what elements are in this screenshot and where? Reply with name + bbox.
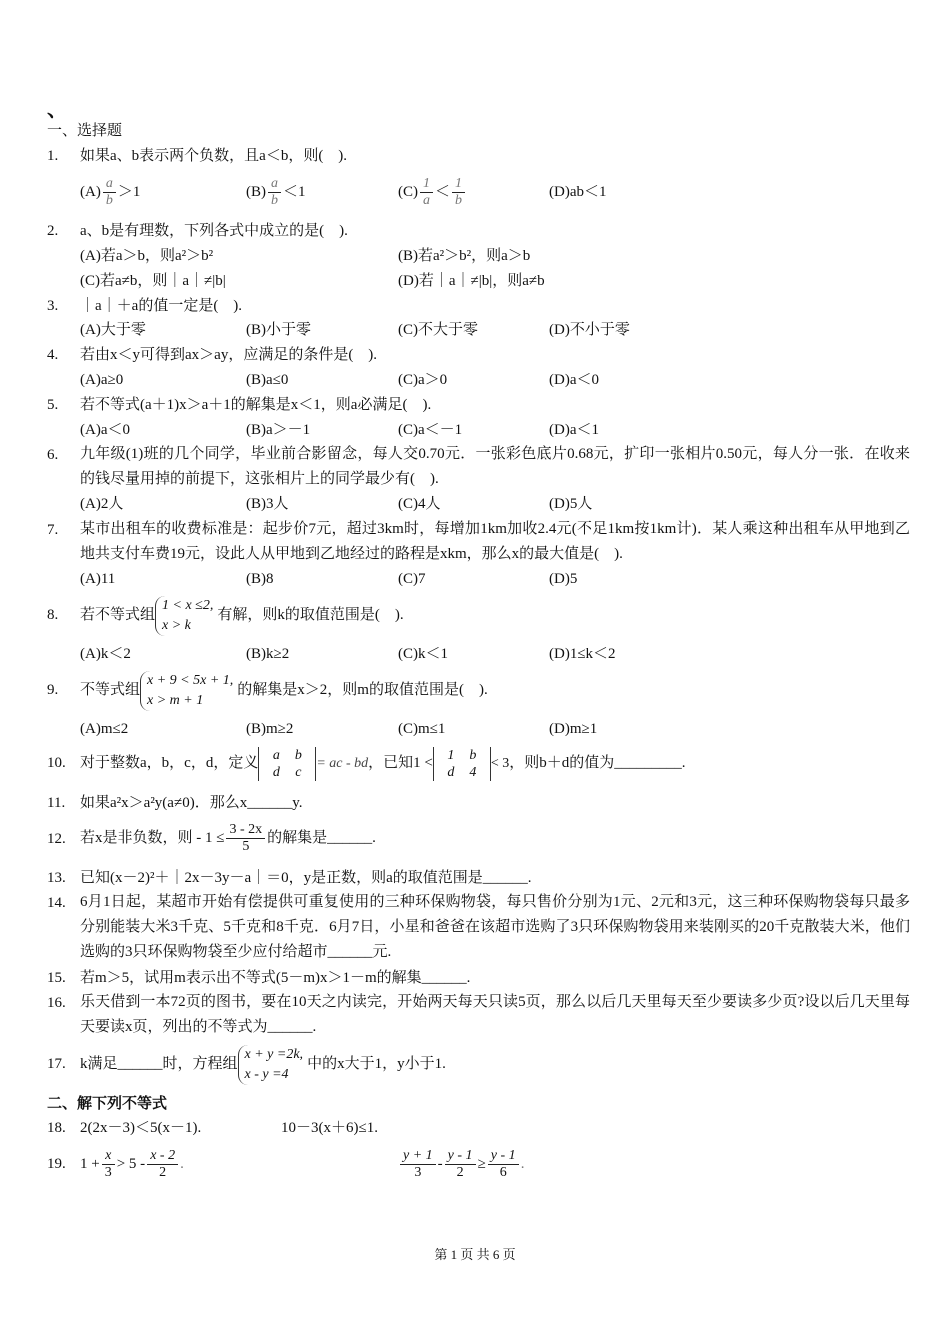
q10-stem: 对于整数a，b，c，d，定义 a b d c= ac - bd，已知1 < 1 b d 4< 3，则b＋d的值为_________. <box>80 747 686 780</box>
q12-number: 12. <box>47 831 66 847</box>
q8-option-c: (C)k＜1 <box>398 646 448 662</box>
q15-number: 15. <box>47 970 66 986</box>
q8-stem: 若不等式组 1 < x ≤2, x > k 有解，则k的取值范围是( ). <box>80 594 404 636</box>
q2-option-b: (B)若a²＞b²，则a＞b <box>398 248 531 264</box>
q1-option-d: (D)ab＜1 <box>549 184 607 200</box>
q2-number: 2. <box>47 223 59 239</box>
q3-stem: ｜a｜＋a的值一定是( ). <box>80 298 243 314</box>
q6-option-d: (D)5人 <box>549 496 593 512</box>
q1-option-b: (B) $\frac{a}{b}$ ＜1 <box>246 176 306 209</box>
q1-number: 1. <box>47 148 59 164</box>
q4-stem: 若由x＜y可得到ax＞ay，应满足的条件是( ). <box>80 347 378 363</box>
q18-part-b: 10－3(x＋6)≤1. <box>281 1120 378 1136</box>
q7-number: 7. <box>47 522 59 538</box>
q17-equation-system: x + y =2k, x - y =4 <box>238 1045 308 1085</box>
q2-option-c: (C)若a≠b，则｜a｜≠|b| <box>80 273 226 289</box>
q11-number: 11. <box>47 795 66 811</box>
q4-option-d: (D)a＜0 <box>549 372 599 388</box>
q18-number: 18. <box>47 1120 66 1136</box>
q3-option-a: (A)大于零 <box>80 322 146 338</box>
q5-option-c: (C)a＜－1 <box>398 422 463 438</box>
q8-option-a: (A)k＜2 <box>80 646 131 662</box>
q5-stem: 若不等式(a＋1)x＞a＋1的解集是x＜1，则a必满足( ). <box>80 397 432 413</box>
q19-part-b: $\frac{y + 1}{3}$ - $\frac{y - 1}{2}$ ≥ $\frac{y - 1}{6}$ . <box>398 1142 524 1186</box>
q13-stem: 已知(x－2)²＋｜2x－3y－a｜＝0，y是正数，则a的取值范围是______. <box>80 870 532 886</box>
q6-option-c: (C)4人 <box>398 496 441 512</box>
q8-number: 8. <box>47 607 59 623</box>
q12-stem: 若x是非负数，则 - 1 ≤ $\frac{3 - 2x}{5}$ 的解集是______. <box>80 822 376 855</box>
section-heading-choice: 一、选择题 <box>47 123 123 139</box>
q19-number: 19. <box>47 1156 66 1172</box>
q9-inequality-system: x + 9 < 5x + 1, x > m + 1 <box>140 671 237 711</box>
q3-option-c: (C)不大于零 <box>398 322 478 338</box>
section-heading-inequalities: 二、解下列不等式 <box>47 1096 168 1112</box>
q4-option-c: (C)a＞0 <box>398 372 448 388</box>
q1-option-c: (C) $\frac{1}{a}$ ＜ $\frac{1}{b}$ <box>398 172 467 212</box>
q2-option-a: (A)若a＞b，则a²＞b² <box>80 248 214 264</box>
q9-option-c: (C)m≤1 <box>398 721 446 737</box>
q14-stem: 6月1日起，某超市开始有偿提供可重复使用的三种环保购物袋，每只售价分别为1元、2元和3元，这三种环保购物袋每只最多分别能装大米3千克、5千克和8千克．6月7日，小星和爸爸在该超市选购了3只环保购物袋用来装刚买的20千克散装大米，他们选购的3只环保购物袋至少应付给超市______元. <box>80 894 910 960</box>
q16-stem: 乐天借到一本72页的图书，要在10天之内读完，开始两天每天只读5页，那么以后几天里每天至少要读多少页?设以后几天里每天要读x页，列出的不等式为______. <box>80 994 910 1035</box>
q14-number: 14. <box>47 895 66 911</box>
q9-option-d: (D)m≥1 <box>549 721 598 737</box>
q4-option-a: (A)a≥0 <box>80 372 124 388</box>
q17-stem: k满足______时，方程组 x + y =2k, x - y =4 中的x大于1，y小于1. <box>80 1043 446 1085</box>
page-footer: 第 1 页 共 6 页 <box>434 1247 516 1262</box>
q16-number: 16. <box>47 995 66 1011</box>
q6-option-a: (A)2人 <box>80 496 124 512</box>
q6-stem: 九年级(1)班的几个同学，毕业前合影留念，每人交0.70元．一张彩色底片0.68元，扩印一张相片0.50元，每人分一张．在收来的钱尽量用掉的前提下，这张相片上的同学最少有( ). <box>80 446 910 487</box>
q8-option-d: (D)1≤k＜2 <box>549 646 616 662</box>
q5-option-b: (B)a＞－1 <box>246 422 311 438</box>
q9-number: 9. <box>47 682 59 698</box>
q11-stem: 如果a²x＞a²y(a≠0)．那么x______y. <box>80 795 303 811</box>
q7-option-d: (D)5 <box>549 571 578 587</box>
q7-option-a: (A)11 <box>80 571 116 587</box>
q3-option-b: (B)小于零 <box>246 322 311 338</box>
q15-stem: 若m＞5，试用m表示出不等式(5－m)x＞1－m的解集______. <box>80 970 471 986</box>
corner-mark: 、 <box>47 99 67 121</box>
q6-number: 6. <box>47 447 59 463</box>
q10-determinant-definition: a b d c <box>258 747 316 781</box>
q3-number: 3. <box>47 298 59 314</box>
q1-stem: 如果a、b表示两个负数，且a＜b，则( ). <box>80 148 348 164</box>
q5-number: 5. <box>47 397 59 413</box>
q7-option-b: (B)8 <box>246 571 274 587</box>
q1-option-a: (A) $\frac{a}{b}$ ＞1 <box>80 176 141 209</box>
q18-part-a: 2(2x－3)＜5(x－1). <box>80 1120 202 1136</box>
q5-option-a: (A)a＜0 <box>80 422 130 438</box>
q8-option-b: (B)k≥2 <box>246 646 290 662</box>
q2-option-d: (D)若｜a｜≠|b|，则a≠b <box>398 273 545 289</box>
q2-stem: a、b是有理数，下列各式中成立的是( ). <box>80 223 348 239</box>
q9-option-b: (B)m≥2 <box>246 721 294 737</box>
q17-number: 17. <box>47 1056 66 1072</box>
q6-option-b: (B)3人 <box>246 496 289 512</box>
q4-number: 4. <box>47 347 59 363</box>
q10-number: 10. <box>47 755 66 771</box>
q4-option-b: (B)a≤0 <box>246 372 289 388</box>
q8-inequality-system: 1 < x ≤2, x > k <box>155 596 217 636</box>
q9-stem: 不等式组 x + 9 < 5x + 1, x > m + 1 的解集是x＞2，则m的取值范围是( ). <box>80 669 488 711</box>
q7-option-c: (C)7 <box>398 571 426 587</box>
q5-option-d: (D)a＜1 <box>549 422 599 438</box>
q9-option-a: (A)m≤2 <box>80 721 129 737</box>
q13-number: 13. <box>47 870 66 886</box>
q7-stem: 某市出租车的收费标准是：起步价7元，超过3km时，每增加1km加收2.4元(不足1km按1km计)．某人乘这种出租车从甲地到乙地共支付车费19元，设此人从甲地到乙地经过的路程是xkm，那么x的最大值是( ). <box>80 521 910 562</box>
q19-part-a: 1 + $\frac{x}{3}$ > 5 - $\frac{x - 2}{2}$ . <box>80 1148 184 1181</box>
q10-determinant-given: 1 b d 4 <box>433 747 491 781</box>
q3-option-d: (D)不小于零 <box>549 322 630 338</box>
